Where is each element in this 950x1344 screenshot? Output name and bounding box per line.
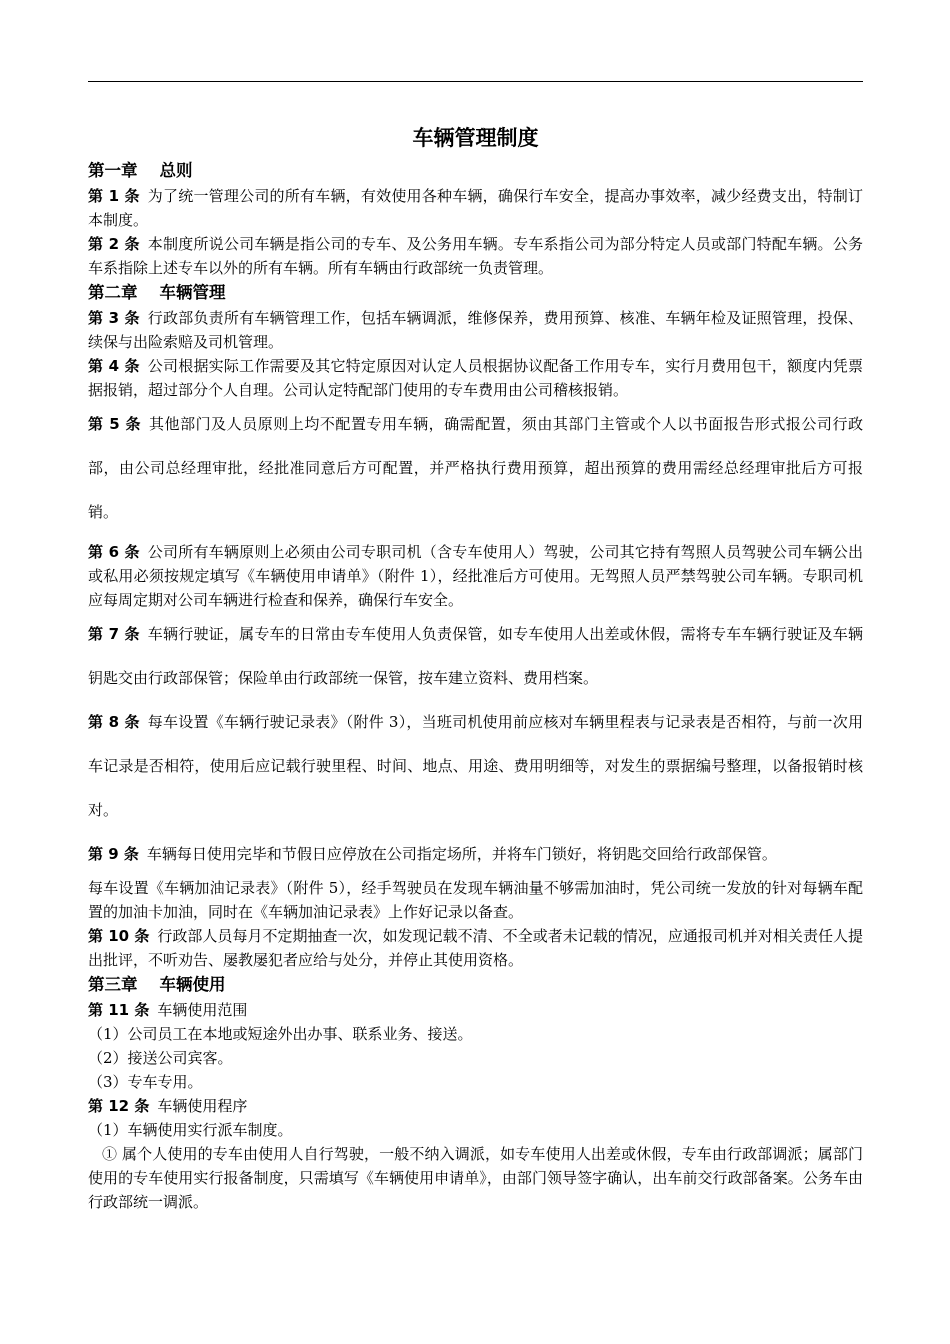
chapter-name: 车辆管理 <box>159 283 226 302</box>
chapter-2-heading <box>88 280 863 306</box>
article-text: 车辆行驶证，属专车的日常由专车使用人负责保管，如专车使用人出差或休假，需将专车车辆行驶证及车辆钥匙交由行政部保管；保险单由行政部统一保管，按车建立资料、费用档案。 <box>88 625 863 687</box>
chapter-name: 总则 <box>159 161 193 180</box>
article-text: 公司所有车辆原则上必须由公司专职司机（含专车使用人）驾驶，公司其它持有驾照人员驾驶公司车辆公出或私用必须按规定填写《车辆使用申请单》（附件 1），经批准后方可使用。无驾照人员严禁驾驶公司车辆。专职司机应每周定期对公司车辆进行检查和保养，确保行车安全。 <box>88 543 863 609</box>
list-item: （1）车辆使用实行派车制度。 <box>88 1121 293 1139</box>
article-number: 第 2 条 <box>88 235 140 253</box>
article-number: 第 4 条 <box>88 357 140 375</box>
article-3 <box>88 306 863 354</box>
document-body <box>88 118 863 1214</box>
article-1 <box>88 184 863 232</box>
article-11 <box>88 998 863 1022</box>
article-10 <box>88 924 863 972</box>
article-6 <box>88 540 863 612</box>
article-9 <box>88 832 863 876</box>
article-text: 其他部门及人员原则上均不配置专用车辆，确需配置，须由其部门主管或个人以书面报告形式报公司行政部，由公司总经理审批，经批准同意后方可配置，并严格执行费用预算，超出预算的费用需经总经理审批后方可报销。 <box>88 415 863 521</box>
article-text: 车辆使用范围 <box>157 1001 248 1019</box>
chapter-name: 车辆使用 <box>159 975 226 994</box>
article-5 <box>88 402 863 534</box>
header-rule <box>88 81 863 82</box>
chapter-label: 第一章 <box>88 161 138 180</box>
sub-item: ① 属个人使用的专车由使用人自行驾驶，一般不纳入调派，如专车使用人出差或休假，专车由行政部调派；属部门使用的专车使用实行报备制度，只需填写《车辆使用申请单》，由部门领导签字确认，出车前交行政部备案。公务车由行政部统一调派。 <box>88 1145 863 1211</box>
article-text: 公司根据实际工作需要及其它特定原因对认定人员根据协议配备工作用专车，实行月费用包干，额度内凭票据报销，超过部分个人自理。公司认定特配部门使用的专车费用由公司稽核报销。 <box>88 357 863 399</box>
article-text: 车辆使用程序 <box>157 1097 248 1115</box>
article-number: 第 6 条 <box>88 543 140 561</box>
article-number: 第 11 条 <box>88 1001 150 1019</box>
article-number: 第 1 条 <box>88 187 140 205</box>
article-2 <box>88 232 863 280</box>
article-text: 行政部人员每月不定期抽查一次，如发现记载不清、不全或者未记载的情况，应通报司机并对相关责任人提出批评，不听劝告、屡教屡犯者应给与处分，并停止其使用资格。 <box>88 927 863 969</box>
chapter-1-heading <box>88 158 863 184</box>
article-number: 第 12 条 <box>88 1097 150 1115</box>
article-7 <box>88 612 863 700</box>
list-item: （2）接送公司宾客。 <box>88 1049 233 1067</box>
article-number: 第 10 条 <box>88 927 150 945</box>
article-text: 本制度所说公司车辆是指公司的专车、及公务用车辆。专车系指公司为部分特定人员或部门特配车辆。公务车系指除上述专车以外的所有车辆。所有车辆由行政部统一负责管理。 <box>88 235 863 277</box>
document-title: 车辆管理制度 <box>412 126 539 150</box>
chapter-3-heading <box>88 972 863 998</box>
article-text: 为了统一管理公司的所有车辆，有效使用各种车辆，确保行车安全，提高办事效率，减少经费支出，特制订本制度。 <box>88 187 863 229</box>
article-12 <box>88 1094 863 1118</box>
article-text: 行政部负责所有车辆管理工作，包括车辆调派，维修保养，费用预算、核准、车辆年检及证照管理，投保、续保与出险索赔及司机管理。 <box>88 309 863 351</box>
chapter-label: 第三章 <box>88 975 138 994</box>
article-8 <box>88 700 863 832</box>
article-number: 第 3 条 <box>88 309 140 327</box>
article-text: 每车设置《车辆行驶记录表》（附件 3），当班司机使用前应核对车辆里程表与记录表是否相符，与前一次用车记录是否相符，使用后应记载行驶里程、时间、地点、用途、费用明细等，对发生的票据编号整理，以备报销时核对。 <box>88 713 863 819</box>
article-number: 第 7 条 <box>88 625 140 643</box>
article-4 <box>88 354 863 402</box>
chapter-label: 第二章 <box>88 283 138 302</box>
list-item: （3）专车专用。 <box>88 1073 203 1091</box>
article-number: 第 8 条 <box>88 713 140 731</box>
article-9-continued: 每车设置《车辆加油记录表》（附件 5），经手驾驶员在发现车辆油量不够需加油时，凭公司统一发放的针对每辆车配置的加油卡加油，同时在《车辆加油记录表》上作好记录以备查。 <box>88 879 863 921</box>
list-item: （1）公司员工在本地或短途外出办事、联系业务、接送。 <box>88 1025 473 1043</box>
article-text: 车辆每日使用完毕和节假日应停放在公司指定场所，并将车门锁好，将钥匙交回给行政部保管。 <box>146 845 777 863</box>
article-number: 第 5 条 <box>88 415 142 433</box>
article-number: 第 9 条 <box>88 845 139 863</box>
